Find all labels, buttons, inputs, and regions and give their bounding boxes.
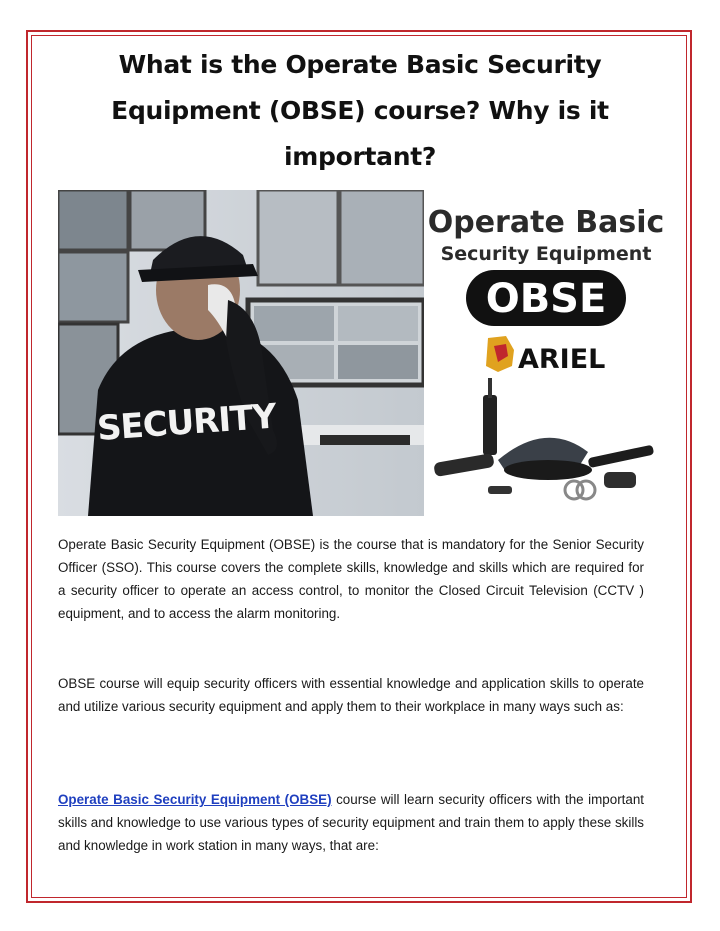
promo-heading-line-2: Security Equipment: [440, 243, 652, 265]
promo-heading-line-1: Operate Basic: [428, 205, 664, 240]
ariel-brand-text: ARIEL: [518, 344, 606, 375]
title-line-1: What is the Operate Basic Security: [118, 50, 602, 79]
security-officer-illustration: [58, 190, 424, 516]
security-officer-photo: [58, 190, 424, 516]
page-title: [60, 42, 660, 180]
security-equipment-illustration: [433, 378, 654, 499]
jacket-text: SECURITY: [95, 396, 278, 449]
obse-promo-graphic: [428, 190, 664, 516]
paragraph-skills-text: course will learn security officers with the important skills and knowledge to use various types of security equipment and train them to apply these skills and knowledge in work station in many ways, that are:: [58, 792, 644, 853]
paragraph-equip: OBSE course will equip security officers with essential knowledge and application skills to operate and utilize various security equipment and apply them to their workplace in many ways such as:: [58, 676, 644, 714]
paragraph-intro: Operate Basic Security Equipment (OBSE) is the course that is mandatory for the Senior Security Officer (SSO). This course covers the complete skills, knowledge and skills which are required for a security officer to operate an access control, to monitor the Closed Circuit Television (CCTV ) equipment, and to access the alarm monitoring.: [58, 537, 644, 621]
ariel-lion-logo-icon: [486, 336, 514, 372]
obse-course-link[interactable]: Operate Basic Security Equipment (OBSE): [58, 792, 332, 807]
title-line-3: important?: [283, 142, 437, 171]
paragraph-skills: [58, 788, 644, 857]
obse-promo-panel: [428, 190, 664, 516]
keyboard: [320, 435, 410, 445]
obse-badge-text: OBSE: [485, 276, 607, 322]
title-line-2: Equipment (OBSE) course? Why is it: [111, 96, 609, 125]
